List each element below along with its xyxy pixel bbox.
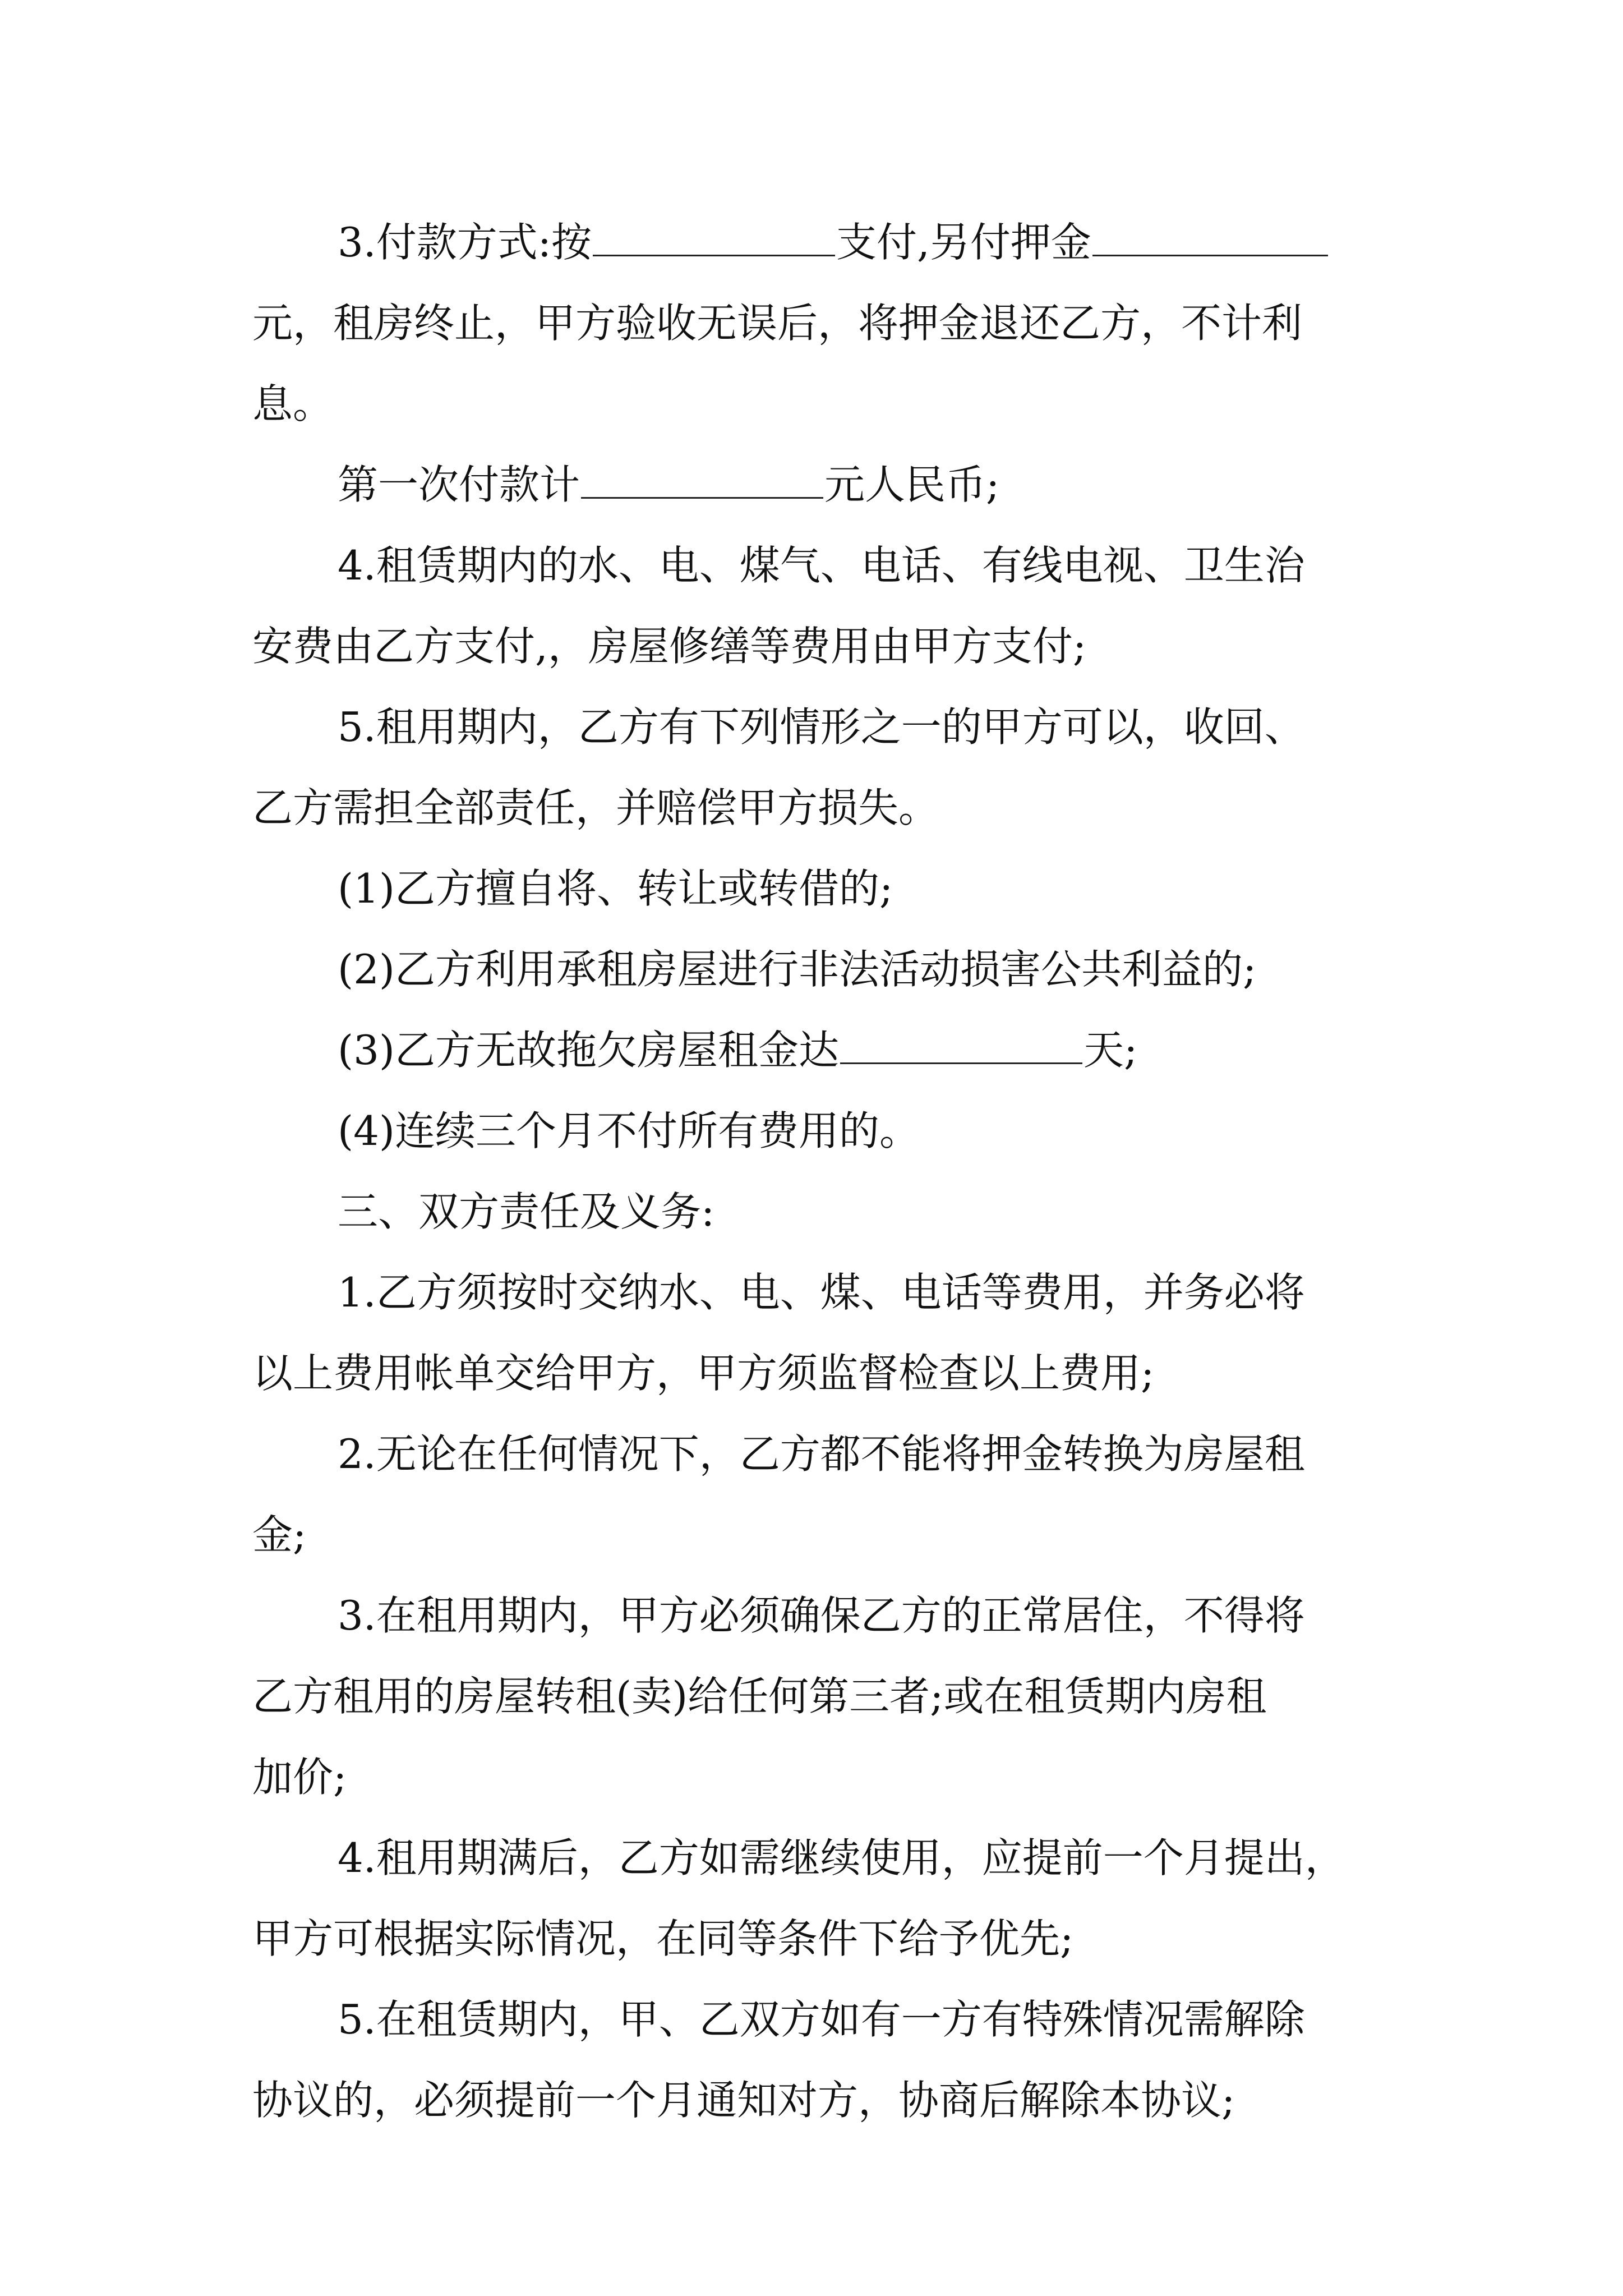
- duty-1-line-1: 1.乙方须按时交纳水、电、煤、电话等费用，并务必将: [338, 1269, 1305, 1316]
- duty-paragraph-2: [252, 1414, 1380, 1575]
- duty-paragraph-4: [252, 1818, 1380, 1979]
- duty-4-line-1: 4.租用期满后，乙方如需继续使用，应提前一个月提出，: [338, 1834, 1345, 1881]
- utility-fees-paragraph: [252, 525, 1380, 687]
- document-body: [252, 202, 1380, 2141]
- payment-method-blank: [593, 211, 835, 256]
- list-item: [252, 1091, 1380, 1171]
- duty-5-line-1: 5.在租赁期内，甲、乙双方如有一方有特殊情况需解除: [338, 1996, 1305, 2043]
- termination-line-1: 5.租用期内，乙方有下列情形之一的甲方可以，收回、: [338, 703, 1305, 751]
- termination-line-2: 乙方需担全部责任，并赔偿甲方损失。: [252, 784, 939, 831]
- utility-fees-line-1: 4.租赁期内的水、电、煤气、电话、有线电视、卫生治: [338, 542, 1305, 589]
- duty-5-line-2: 协议的，必须提前一个月通知对方，协商后解除本协议;: [252, 2077, 1235, 2124]
- duty-3-line-3: 加价;: [252, 1754, 347, 1801]
- payment-method-paragraph: [252, 202, 1380, 444]
- duty-1-line-2: 以上费用帐单交给甲方，甲方须监督检查以上费用;: [252, 1350, 1155, 1397]
- termination-paragraph: [252, 687, 1380, 848]
- first-payment-blank: [581, 453, 823, 499]
- duty-3-line-2: 乙方租用的房屋转租(卖)给任何第三者;或在租赁期内房租: [252, 1673, 1267, 1720]
- duty-paragraph-1: [252, 1252, 1380, 1414]
- condition-item-4: (4)连续三个月不付所有费用的。: [338, 1107, 920, 1154]
- payment-method-label: 3.付款方式:按: [338, 219, 592, 266]
- condition-item-3: (3)乙方无故拖欠房屋租金达: [338, 1027, 839, 1074]
- duty-2-line-2: 金;: [252, 1511, 307, 1558]
- duty-paragraph-5: [252, 1979, 1380, 2141]
- section-heading-text: 三、双方责任及义务:: [338, 1188, 715, 1235]
- duty-paragraph-3: [252, 1575, 1380, 1818]
- deposit-refund-text-end: 息。: [252, 380, 334, 427]
- condition-item-1: (1)乙方擅自将、转让或转借的;: [338, 865, 893, 912]
- first-payment-unit: 元人民币;: [824, 461, 1000, 508]
- duty-3-line-1: 3.在租用期内，甲方必须确保乙方的正常居住，不得将: [338, 1592, 1305, 1639]
- list-item: [252, 1010, 1380, 1091]
- section-heading: [252, 1171, 1380, 1252]
- list-item: [252, 929, 1380, 1010]
- deposit-blank: [1092, 211, 1328, 256]
- utility-fees-line-2: 安费由乙方支付,，房屋修缮等费用由甲方支付;: [252, 623, 1087, 670]
- overdue-days-blank: [840, 1019, 1082, 1064]
- condition-item-3-unit: 天;: [1083, 1027, 1138, 1074]
- first-payment-paragraph: [252, 444, 1380, 525]
- duty-4-line-2: 甲方可根据实际情况，在同等条件下给予优先;: [252, 1915, 1074, 1962]
- list-item: [252, 848, 1380, 929]
- first-payment-label: 第一次付款计: [338, 461, 580, 508]
- duty-2-line-1: 2.无论在任何情况下，乙方都不能将押金转换为房屋租: [338, 1430, 1305, 1478]
- deposit-label: 支付,另付押金: [836, 219, 1091, 266]
- deposit-refund-text: 元，租房终止，甲方验收无误后，将押金退还乙方，不计利: [252, 300, 1303, 347]
- condition-item-2: (2)乙方利用承租房屋进行非法活动损害公共利益的;: [338, 946, 1257, 993]
